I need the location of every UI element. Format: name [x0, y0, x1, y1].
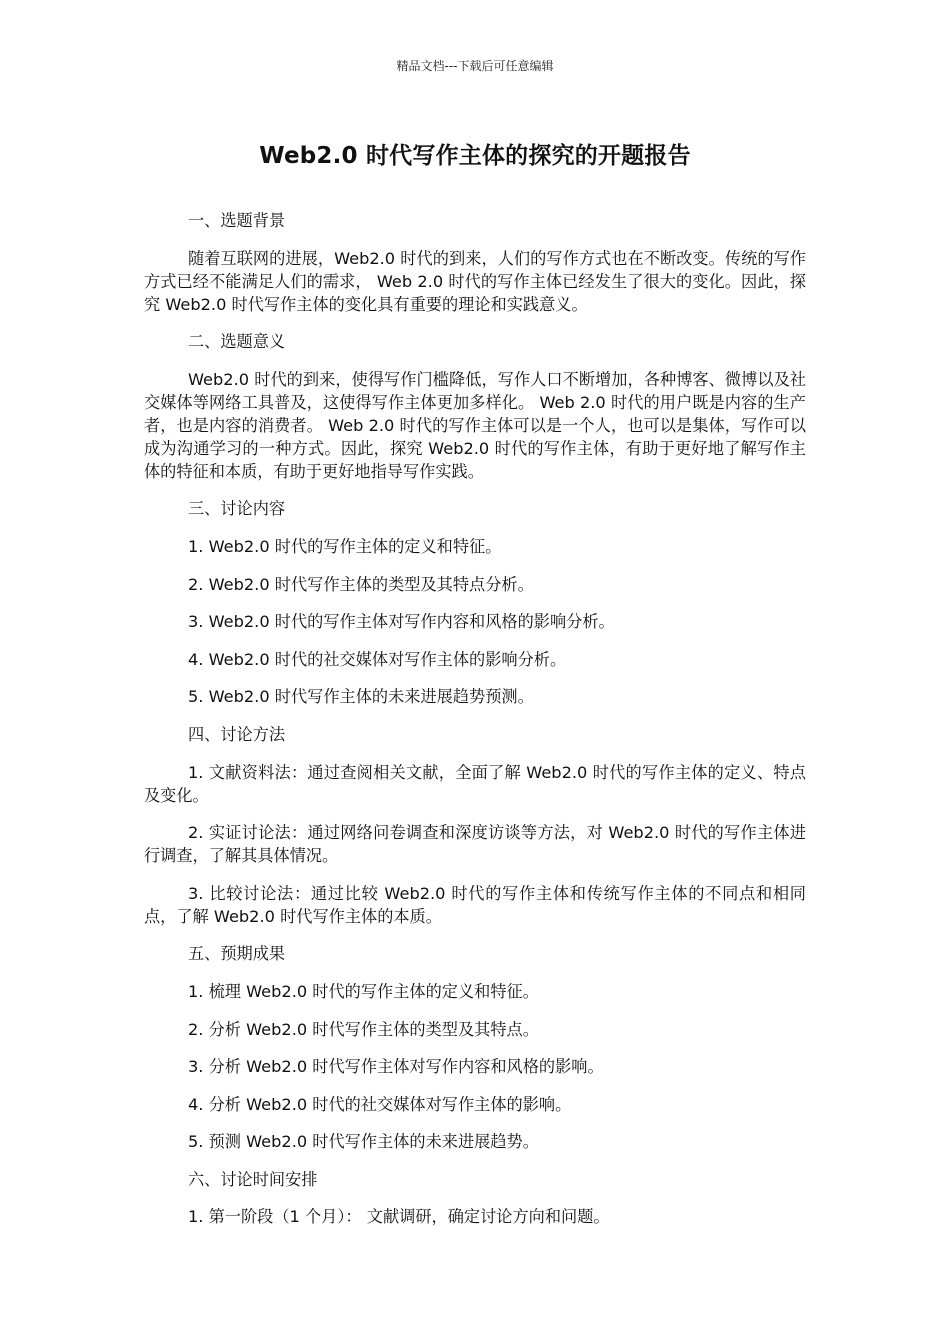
header-note: 精品文档---下载后可任意编辑 — [396, 59, 554, 73]
list-item: 2. Web2.0 时代写作主体的类型及其特点分析。 — [188, 574, 534, 594]
section-heading-schedule: 六、讨论时间安排 — [188, 1169, 318, 1189]
paragraph-background: 随着互联网的进展，Web2.0 时代的到来，人们的写作方式也在不断改变。传统的写作方式已经不能满足人们的需求， Web 2.0 时代的写作主体已经发生了很大的变化。因此，探究 Web2.0 时代写作主体的变化具有重要的理论和实践意义。 — [144, 248, 806, 314]
list-item: 3. 比较讨论法：通过比较 Web2.0 时代的写作主体和传统写作主体的不同点和相同点，了解 Web2.0 时代写作主体的本质。 — [144, 883, 806, 926]
section-heading-methods: 四、讨论方法 — [188, 724, 286, 744]
list-item: 3. 分析 Web2.0 时代写作主体对写作内容和风格的影响。 — [188, 1057, 604, 1077]
document-body — [144, 209, 806, 1243]
list-item: 1. 梳理 Web2.0 时代的写作主体的定义和特征。 — [188, 981, 539, 1001]
paragraph-significance: Web2.0 时代的到来，使得写作门槛降低，写作人口不断增加，各种博客、微博以及社交媒体等网络工具普及，这使得写作主体更加多样化。 Web 2.0 时代的用户既是内容的生产者，也是内容的消费者。 Web 2.0 时代的写作主体可以是一个人，也可以是集体，写作可以成为沟通学习的一种方式。因此，探究 Web2.0 时代的写作主体，有助于更好地了解写作主体的特征和本质，有助于更好地指导写作实践。 — [144, 369, 806, 481]
list-item: 4. 分析 Web2.0 时代的社交媒体对写作主体的影响。 — [188, 1094, 572, 1114]
document-title: Web2.0 时代写作主体的探究的开题报告 — [259, 143, 691, 169]
section-heading-content: 三、讨论内容 — [188, 499, 286, 519]
section-heading-background: 一、选题背景 — [188, 211, 286, 230]
list-item: 5. Web2.0 时代写作主体的未来进展趋势预测。 — [188, 687, 534, 707]
list-item: 2. 实证讨论法：通过网络问卷调查和深度访谈等方法，对 Web2.0 时代的写作主体进行调查，了解其具体情况。 — [144, 823, 806, 866]
list-item: 1. Web2.0 时代的写作主体的定义和特征。 — [188, 536, 502, 556]
list-item: 4. Web2.0 时代的社交媒体对写作主体的影响分析。 — [188, 649, 567, 669]
section-heading-significance: 二、选题意义 — [188, 332, 286, 352]
list-item: 3. Web2.0 时代的写作主体对写作内容和风格的影响分析。 — [188, 612, 615, 632]
list-item: 2. 分析 Web2.0 时代写作主体的类型及其特点。 — [188, 1019, 539, 1039]
list-item: 1. 第一阶段（1 个月）： 文献调研，确定讨论方向和问题。 — [188, 1207, 610, 1227]
list-item: 5. 预测 Web2.0 时代写作主体的未来进展趋势。 — [188, 1132, 539, 1152]
list-item: 1. 文献资料法：通过查阅相关文献，全面了解 Web2.0 时代的写作主体的定义、特点及变化。 — [144, 762, 806, 805]
section-heading-outcomes: 五、预期成果 — [188, 944, 286, 964]
